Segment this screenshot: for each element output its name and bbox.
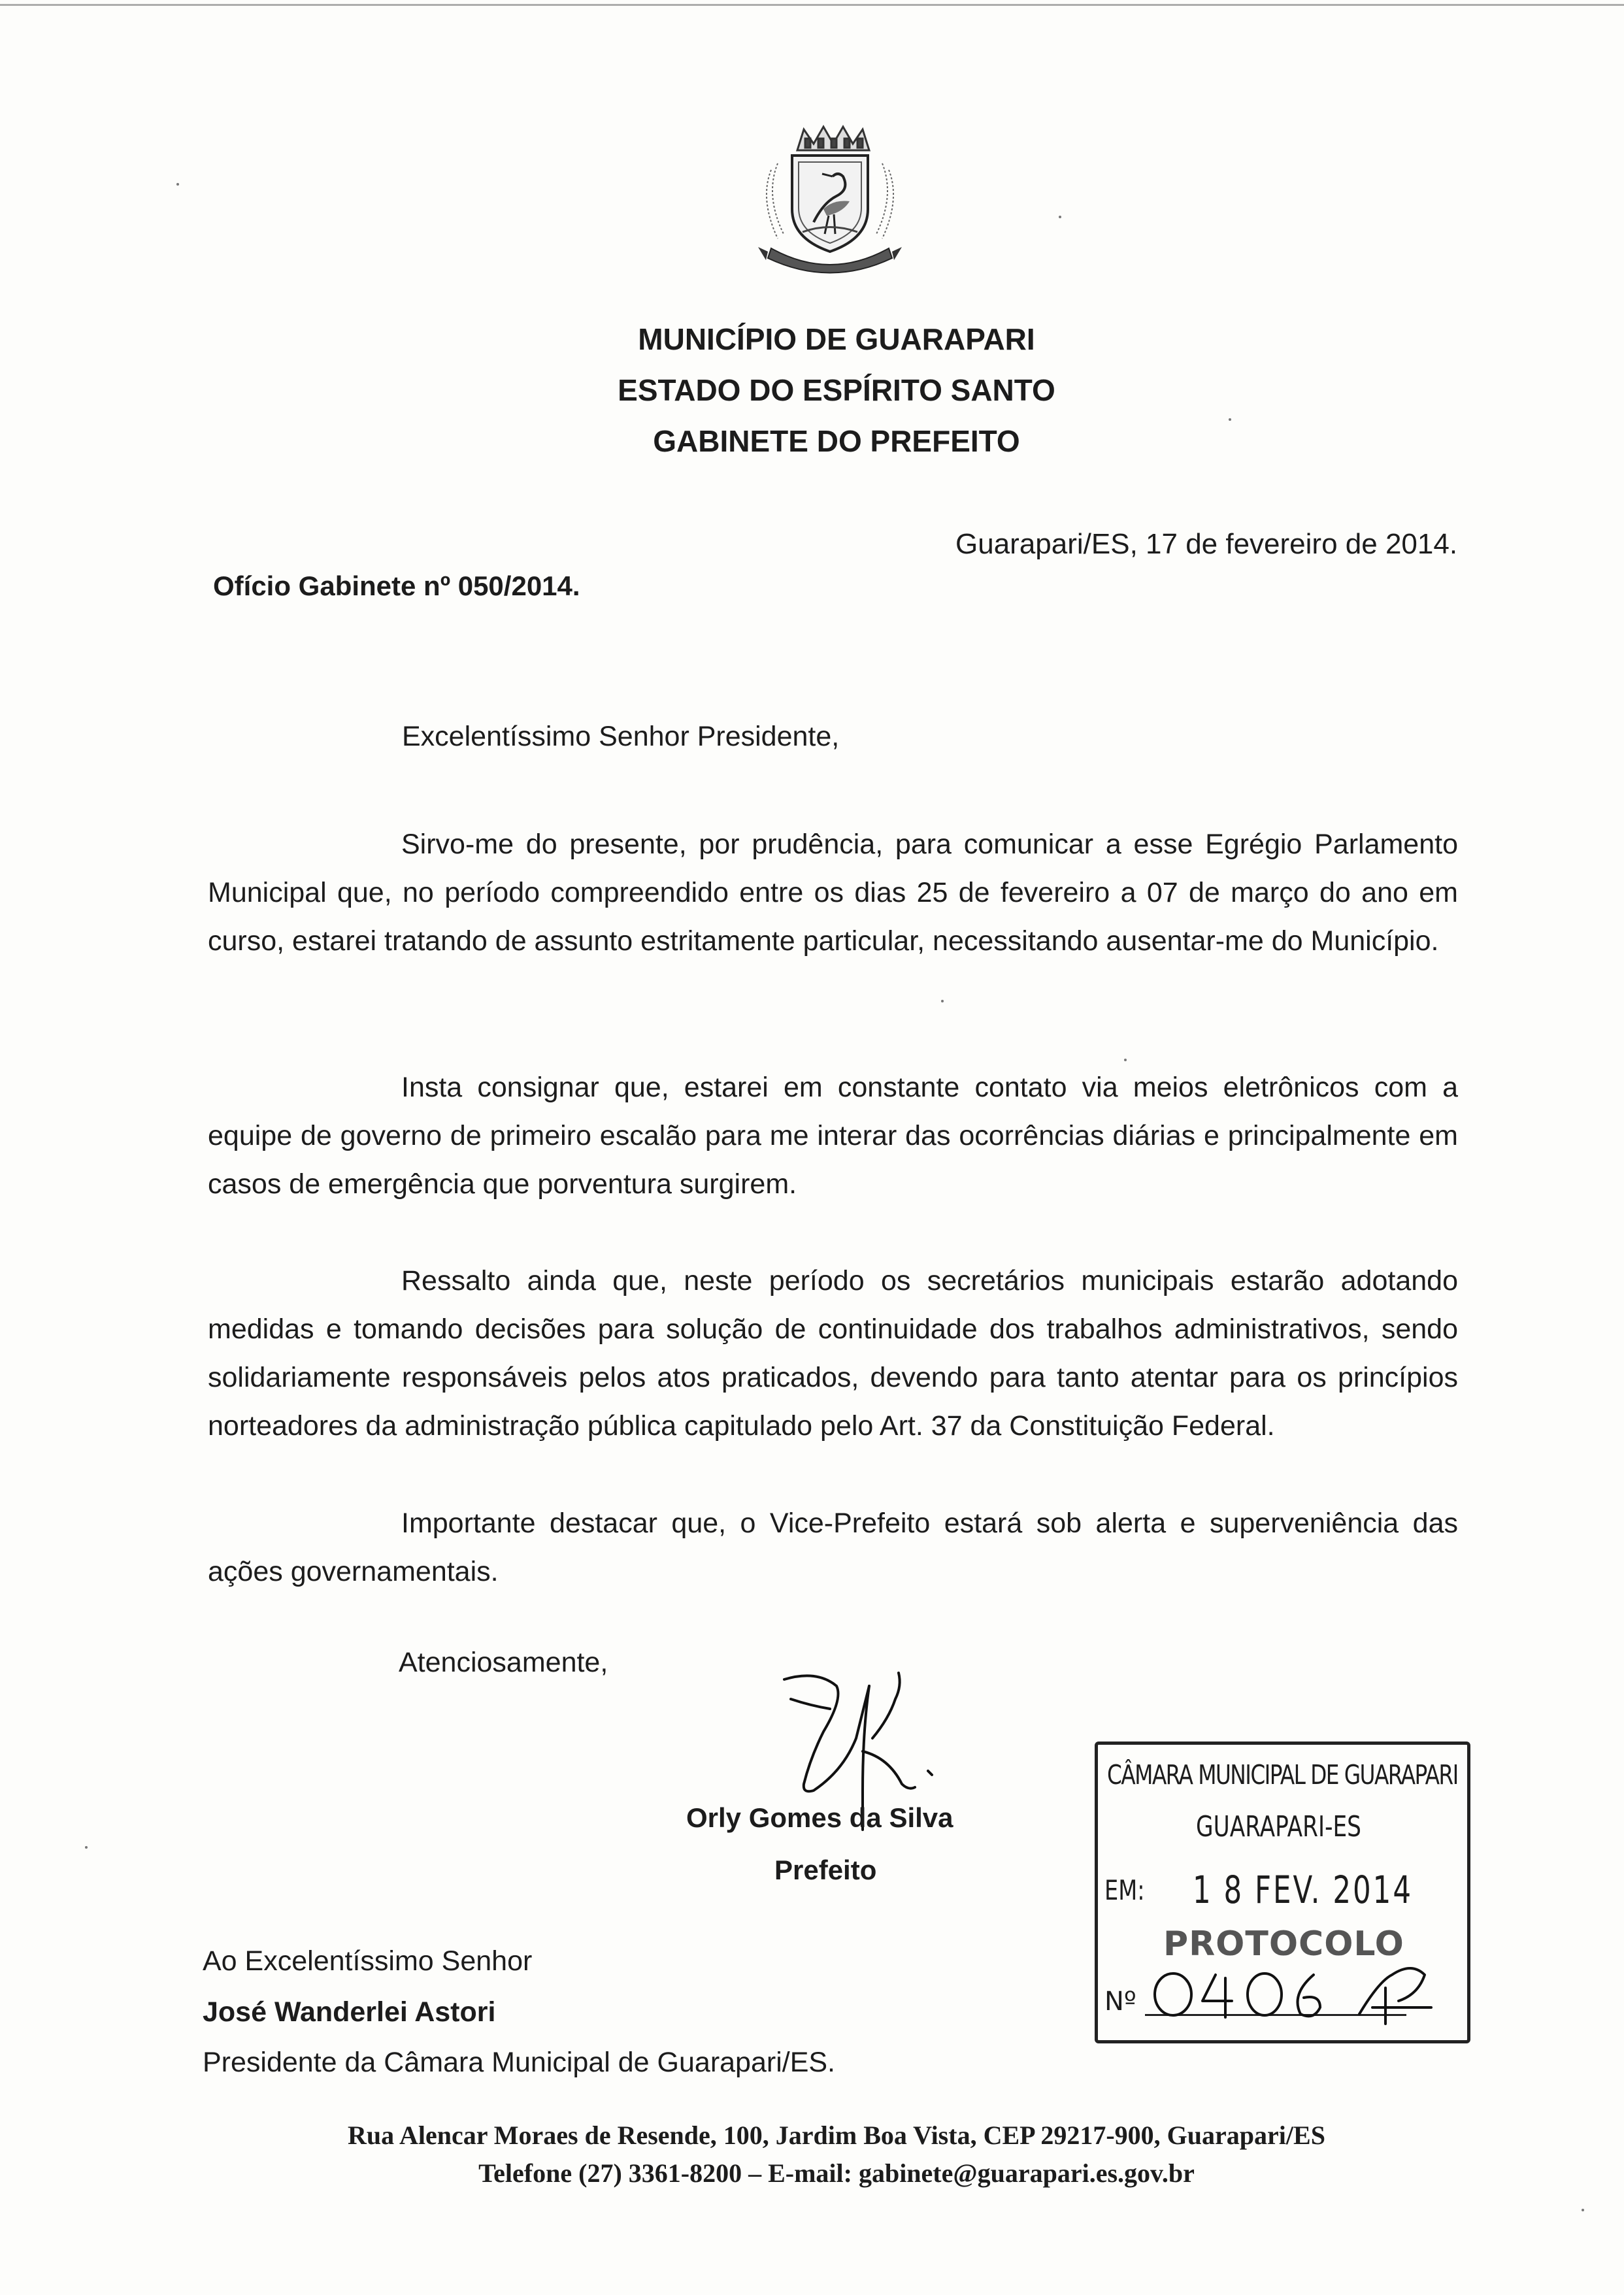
stamp-handwritten-number (1144, 1955, 1444, 2027)
body-paragraph-1: Sirvo-me do presente, por prudência, para comunicar a esse Egrégio Parlamento Municipal que, no período compreendido entre os dias 25 de fevereiro a 07 de março do ano em curso, estarei tratando de assunto estritamente particular, necessitando ausentar-me do Município. (208, 829, 1458, 957)
scan-speck (1229, 418, 1231, 421)
scan-speck (1059, 216, 1061, 218)
stamp-city: GUARAPARI-ES (1196, 1810, 1361, 1843)
letter-reference: Ofício Gabinete nº 050/2014. (213, 570, 580, 601)
stamp-em-label: EM: (1104, 1874, 1145, 1906)
closing: Atenciosamente, (399, 1647, 608, 1678)
scan-speck (941, 1000, 944, 1002)
municipal-crest-logo (752, 124, 908, 274)
scan-speck (176, 183, 179, 186)
scan-speck (85, 1846, 88, 1849)
addressee-title: Presidente da Câmara Municipal de Guarapari/ES. (203, 2047, 836, 2078)
header-office: GABINETE DO PREFEITO (653, 424, 1020, 458)
addressee-name: José Wanderlei Astori (203, 1996, 496, 2028)
header-municipality: MUNICÍPIO DE GUARAPARI (638, 322, 1035, 356)
scan-speck (1582, 2209, 1584, 2211)
letter-date: Guarapari/ES, 17 de fevereiro de 2014. (955, 528, 1458, 560)
stamp-institution: CÂMARA MUNICIPAL DE GUARAPARI (1107, 1759, 1458, 1791)
body-paragraph-3: Ressalto ainda que, neste período os secretários municipais estarão adotando medidas e tomando decisões para solução de continuidade dos trabalhos administrativos, sendo solidariamente responsáveis pelos atos praticados, devendo para tanto atentar para os princípios norteadores da administração pública capitulado pelo Art. 37 da Constituição Federal. (208, 1265, 1458, 1442)
addressee-line: Ao Excelentíssimo Senhor (203, 1945, 533, 1977)
salutation: Excelentíssimo Senhor Presidente, (402, 721, 840, 752)
stamp-number-label: Nº (1104, 1987, 1136, 2017)
body-paragraph-2: Insta consignar que, estarei em constante contato via meios eletrônicos com a equipe de governo de primeiro escalão para me interar das ocorrências diárias e principalmente em casos de emergência que porventura surgirem. (208, 1072, 1458, 1200)
stamp-date: 1 8 FEV. 2014 (1193, 1868, 1414, 1912)
body-paragraph-4: Importante destacar que, o Vice-Prefeito estará sob alerta e superveniência das ações governamentais. (208, 1508, 1458, 1587)
header-state: ESTADO DO ESPÍRITO SANTO (618, 373, 1055, 407)
scan-top-edge (0, 4, 1624, 6)
protocol-stamp (1095, 1742, 1470, 2043)
footer-contact: Telefone (27) 3361-8200 – E-mail: gabinete@guarapari.es.gov.br (478, 2158, 1195, 2188)
footer-address: Rua Alencar Moraes de Resende, 100, Jardim Boa Vista, CEP 29217-900, Guarapari/ES (348, 2121, 1325, 2150)
signer-role: Prefeito (774, 1855, 877, 1885)
stamp-protocol-label: PROTOCOLO (1163, 1924, 1404, 1964)
scan-speck (1124, 1059, 1127, 1061)
signer-name: Orly Gomes da Silva (686, 1802, 953, 1833)
